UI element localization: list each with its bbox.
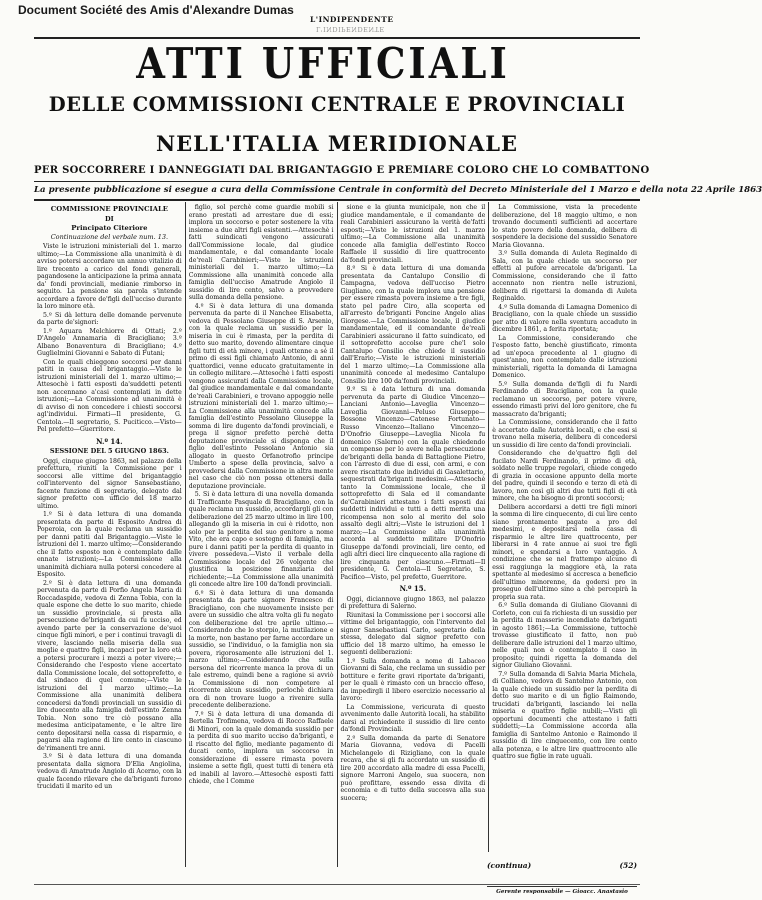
watermark-label: Document Société des Amis d'Alexandre Dumas: [18, 3, 294, 17]
paragraph: Considerando che de'quattro figli del fucilato Nardi Ferdinando, il primo di età, soldato nelle truppe regolari, chiede congedo di grazia in occasione appunto della morte del padre, quindi il secondo e terzo di età di lavoro, non così gli altri due tutti figli di età minore, che ha bisogno di pronti soccorsi;: [492, 450, 637, 502]
columns-top-rule: [34, 199, 640, 201]
continua-label: (continua): [487, 861, 532, 870]
intro-line: La presente pubblicazione si esegue a cura della Commissione Centrale in conformità del Decreto Ministeriale del 1 Marzo e della nota 22 Aprile 1863: [34, 185, 762, 195]
paragraph: 7.º Sulla domanda di Salvia Maria Michela, di Colliano, vedova di Santelmo Antonio, con la quale chiede un sussidio per la perdita di detto suo marito e di un figlio Raimondo, trucidati da'briganti, lasciando lei nella miseria e quattro figlie nubili;—Visti gli opportuni documenti che attestano i fatti suddetti;—La Commissione accorda alla famiglia di Santelmo Antonio e Raimondo il sussidio di lire cinquecento, con lire cento alla potenza, e le altre lire quattrocento alle quattro sue figlie in rate uguali.: [492, 670, 637, 760]
paragraph: 5.º Si dà lettura delle domande pervenute da parte de'signori:: [37, 311, 182, 326]
section-number: N.º 15.: [399, 584, 427, 593]
column-3: [337, 202, 489, 867]
column-heading: COMMISSIONE PROVINCIALE: [50, 205, 168, 213]
paragraph: 1.º Aquara Melchiorre di Ottati; 2.º D'Angelo Annamaria di Bracigliano; 3.º Albano Bonaventura di Bracigliano; 4.º Guglielmini Giovanni e Sabato di Futani;: [37, 327, 182, 357]
paragraph: 2.º Sulla domanda da parte di Senatore Maria Giovanna, vedova di Pacelli Michelangelo di Rizigliano, con la quale recava, che si gli fu accordato un sussidio di lire 200 accordato alla madre di essa Pacelli, signore Marroni Angelo, sua suocera, non può profittare, essendo essa divita di economia e di tutto della succesva alla sua suocera;: [340, 734, 486, 802]
paragraph: Oggi, cinque giugno 1863, nel palazzo della prefettura, riuniti la Commissione per i soccorsi alle vittime del brigantaggio coll'intervento del signor Sansebastiano, facente funzione di segretario, delegato dal signor prefetto con ufficio del 18 marzo ultimo.: [37, 457, 182, 510]
subtitle-purpose: PER SOCCORRERE I DANNEGGIATI DAL BRIGANTAGGIO E PREMIARE COLORO CHE LO COMBATTONO: [34, 165, 650, 176]
paragraph: 5. Si è data lettura di una novella domanda di Trafficante Pasquale di Bracigliano, con la quale reclama un sussidio, accordargli gli con deliberazione del 25 marzo ultimo in lire 100, allegando gli la miseria in cui è ridotto, non solo per la perdita del suo genitore a nome Vito, che era capo e sostegno di famiglia, ma pure i danni patiti per la perdita di quanto in vivere possedeva.—Visto il verbale della Commissione locale del 26 volgente che giustifica la posizione finanziaria del richiedente;—La Commissione alla unanimità gli concede altre lire 100 da'fondi provinciali.: [188, 491, 334, 588]
paragraph: Oggi, diciannove giugno 1863, nel palazzo di prefettura di Salerno.: [340, 595, 486, 610]
paragraph: 4.º Sulla domanda di Lamagna Domenico di Bracigliano, con la quale chiede un sussidio per atto di valore nella sventura accaduto in dicembre 1861, a ferita riportata;: [492, 303, 637, 333]
paragraph: 1.º Si è data lettura di una domanda presentata da parte di Esposito Andrea di Poperoia, con la quale reclama un sussidio per danni patiti dal Brigantaggio.—Viste le istruzioni del 1. marzo ultimo;—Considerando che il fatto esposto non è contemplato dalle ennate istruzioni;—La Commissione alla unanimità dichiara nulla potersi concedere al Esposito.: [37, 511, 182, 578]
column-heading-continuation: Continuazione del verbale num. 13.: [50, 232, 169, 241]
column-1: [34, 202, 185, 867]
paragraph: 6.º Sulla domanda di Giuliano Giovanni di Corleto, con cui fa richiesta di un sussidio per la perdita di masserie incendiate da'briganti in agosto 1861;—La Commissione, tuttochè trovasse giustificato il fatto, non può deliberare dalle istruzioni del 1 marzo ultimo, nelle quali non è contemplato il caso in proposito; quindi rigetta la domanda del signor Giuliano Giovanni.: [492, 602, 637, 669]
paragraph: La Commissione, considerando che l'esposto fatto, benchè giustificato, rimonta ad un'epoca precedente al 1 giugno di quest'anno, non contemplato dalle istruzioni ministeriali, rigetta la domanda di Lamagna Domenico.: [492, 334, 637, 379]
subtitle-region: NELL'ITALIA MERIDIONALE: [155, 131, 519, 156]
continua-row: [487, 861, 637, 870]
masthead-rule: [34, 181, 640, 182]
paragraph: 6.º Si è data lettura di una domanda presentata da parte signore Francesco di Bracigliano, con che nuovamente insiste per avere un sussidio che altra volta gli fu negato con deliberazione del tre aprile ultimo.—Considerando che lo storpio, la mutilazione e la morte, non bastano per farne accordare un sussidio, se l'individuo, o la famiglia non sia povera, rigorosamente alle istruzioni del 1. marzo ultimo;—Considerando che sulla persona del ricorrente manca la prova di un tale estremo, quindi bene a ragione si avviò la Commissione di non competere al ricorrente alcun sussidio, perlochè dichiara ora di non trovare luogo a rivenire sulla precedente deliberazione.: [188, 589, 334, 709]
column-2: [185, 202, 337, 867]
main-title: ATTI UFFICIALI: [136, 37, 510, 89]
article-columns: [34, 202, 640, 867]
paragraph: 5.º Sulla domanda de'figli di fu Nardi Ferdinando di Bracigliano, con la quale reclamano un soccorso, per potere vivere, essendo rimasti privi del loro genitore, che fu massacrato da'briganti;: [492, 380, 637, 418]
section-number: N.º 14.: [96, 436, 123, 446]
paragraph: Riunitasi la Commissione per i soccorsi alle vittime del brigantaggio, con l'intervento del signor Sansebastiani Carlo, segretario della stessa, delegato dal signor prefetto con ufficio del 18 marzo ultimo, ha emesso le seguenti deliberazioni:: [340, 611, 486, 656]
paragraph: 3.º Si è data lettura di una domanda presentata dalla signora D'Elia Angiolina, vedova di Amatrude Angiolo di Acerno, con la quale facendo rilevare che da'briganti furono trucidati il marito ed un: [37, 753, 182, 790]
paragraph: 3.º Sulla domanda di Auleta Reginaldo di Sala, con la quale chiede un soccorso per effetti al pufore arrecatole da'briganti. La Commissione, considerando che il fatto accennato non rientra nelle istruzioni, delibera di rigettarsi la domanda di Auleta Reginaldo.: [492, 250, 637, 302]
subtitle-commissions: DELLE COMMISSIONI CENTRALE E PROVINCIALI: [48, 93, 626, 116]
column-heading-di: DI: [105, 214, 114, 223]
paragraph: 9.º Si è data lettura di una domanda pervenuta da parte di Giudice Vincenzo—Lanciani Antonio—Laveglia Vincenzo—Laveglia Giovanni—Peluso Giuseppe—Bossone Vincenzo—Catenese Fortunato—Russo Vincenzo—Italiano Vincenzo—D'Onofrio Giuseppe—Laveglia Nicola fu domenico (Salerno) con la quale chiedendo un compenso per lo avere nella persecuzione de'briganti della banda di Battaglione Pietro, con l'arresto di due di essi, con armi, e con avere riscattato due individui di Gasalettario, sequestrati da'briganti medesimi.—Attesochè tanto la Commissione locale, che il sottoprefetto di Sala ed il comandante de'Carabinieri attestano i fatti esposti dai suddetti individui e tutti a detti merita una ricompensa non solo al merito del solo assalto degli altri;—Viste le istruzioni del 1 marzo;—La Commissione alla unanimità accorda al suddetto militare D'Onofrio Giuseppe da'fondi provinciali, lire cento, ed agli altri dieci lire cinquecento alla ragione di lire cinquanta per ciascuno.—Firmati—Il presidente, G. Centola—Il Segretario, S. Pacifico—Visto, pel prefetto, Guerritore.: [340, 386, 486, 581]
paragraph: figlio, sol perchè come guardie mobili si erano prestati ad arrestare due di essi; implora un soccorso e poter sostenere la vita insieme a due altri figli esistenti.—Attesochè i fatti suindicati vengono assicurati dall'Commissione locale, dal giudice mandamentale, e dal comandante locale de'reali Carabinieri;—Viste le istruzioni ministeriali del 1. marzo ultimo;—La Commissione alla unanimità concede alla famiglia dell'ucciso Amatrude Angiolo il sussidio di lire cento, salvo a provvedere sulla domanda della pensione.: [188, 204, 334, 301]
paper-reference: L'INDIPENDENTE: [310, 15, 394, 24]
bottom-rule: [34, 884, 640, 885]
paragraph: Viste le istruzioni ministeriali del 1. marzo ultimo;—La Commissione alla unanimità è di avviso potersi accordare un annuo vitalizio di lire trecento a carico del fondi generali, pagandosene la anticipazione la prima annata da' fondi provinciali, medianie rimborso in seguito. La pensione sia parola s'intende accordare a favore de'figli dell'ucciso durante la loro minore età.: [37, 243, 182, 310]
session-heading: SESSIONE DEL 5 GIUGNO 1863.: [49, 447, 169, 455]
column-4: [488, 202, 640, 852]
paragraph: sione e la giunta municipale, non che il giudice mandamentale, e il comandante de reali Carabinieri assicurano la verità de'fatti esposti;—Viste le istruzioni del 1. marzo ultimo;—La Commissione alla unanimità concede alla famiglia dell'estinto Rocco Raffaele il sussidio di lire quattrocento da'fondi provinciali.: [340, 204, 486, 264]
paragraph: 8.º Si è data lettura di una domanda presentata da Cantalupo Consilio di Campagna, vedova dell'ucciso Pietro Giugliano, con la quale implora una pensione per essere rimasta povera insieme a tre figli, stato pel padre Ciro, alla scoperta ed all'arresto de'briganti Poncine Angelo alias Giorgese.—La Commissione locale, il giudice mandamentale, ed il comandante de'reali Carabinieri assicurano il fatto suindicato, ed il sottoprefetto accolse pure che'l solo Cantalupo Consilio che chiede il sussidio dall'Erario;—Viste le istruzioni ministeriali del 1 marzo ultimo;—La Commissione alla unanimità concede al medesimo Cantalupo Consilio lire 100 da'fondi provinciali.: [340, 265, 486, 385]
paragraph: 2.º Si è data lettura di una domanda pervenuta da parte di Porfio Angela Maria di Roccadaspide, vedova di Zenna Tobia, con la quale espone che dette lo suo marito, chiede un sussidio provinciale, si presta alla persecuzione de'briganti da cui fu ucciso, ed avendo parte per la conservazione de'suoi cinque figli minori, e per i continui travagli di vivere, lasciando nella miseria della sua moglie e quattro figli, incapaci per la loro età a potersi procurare i mezzi a poter vivere;—Considerando che l'esposto viene accertato dalla Commissione locale, del sottoprefetto, e dal sindaco di quel comune;—Viste le istruzioni del 1 marzo ultimo;—La Commissione alla unanimità delibera concedersi da'fondi provinciali un sussidio di lire duecento alla famiglia dell'estinto Zenna Tobia. Non sono tre ciò possano alla medesima anticipatamente, e le altre lire cento depositarsi nella cassa di risparmio, e pagarsi alla ragione di lire cento in ciascuno de'rimanenti tre anni.: [37, 579, 182, 752]
paragraph: Con le quali chieggono soccorsi per danni patiti in causa del brigantaggio.—Viste le istruzioni ministeriali del 1. marzo ultimo;—Attesochè i fatti esposti da'suddetti petenti non accennano a'casi contemplati in dette istruzioni;—La Commissione ad unanimità è di avviso di non concedere i chiesti soccorsi agl'individui. Firmati—Il presidente, G. Centola.—Il segretario, S. Puciticco.—Visto—Pel prefetto—Guerritore.: [37, 358, 182, 433]
paragraph: La Commissione, vista la precedente deliberazione, del 18 maggio ultimo, e non trovando documenti sufficienti ad accertare lo stato povero della domanda, delibera di sospendere la decisione del sussidio Senatore Maria Giovanna.: [492, 204, 637, 249]
page-number: (52): [619, 861, 637, 870]
paragraph: 4.º Si è data lettura di una domanda pervenuta da parte di il Nanchee Elisabetta, vedova di Pessolano Giuseppe di S. Arsenio, con la quale reclama un sussidio per la miseria in cui è rimasta, per la perdita di detto suo marito, dovendo alimentare cinque figli tutti di età minore, i quali ottenne a sé il primo di essi figli chiamato Antonio, di anni quattordici, venne educato gratuitamente in un collegio militare.—Attesochè i fatti esposti vengono assicurati dalla Commissione locale, dal giudice mandamentale e dal comandante de'reali Carabinieri, e trovano appoggio nelle istruzioni ministeriali del 1. marzo ultimo;—La Commissione alla unanimità concede alla famiglia dell'estinto Pessolano Giuseppe la somma di lire dugento da'fondi provinciali, e prega il signor prefetto perchè detta deputazione provinciale si disponga che il figlio dell'estinto Pessolano Antonio sia allogato in questo Orfanotrofio principe Umberto a spese della provincia, salvo a provvedersi dalla Commissione in altra mente nel caso che ciò non possa ottenersi dalla deputazione provinciale.: [188, 302, 334, 490]
column-heading-province: Principato Citeriore: [71, 224, 148, 232]
gerente-line: Gerente responsabile — Gioacc. Anastasio: [487, 886, 637, 896]
column-4-footer: [487, 857, 637, 870]
paper-reference-bleed: L'INDIPENDENTE: [316, 25, 385, 33]
paragraph: 1.º Sulla domanda a nome di Labaceo Giovanni di Sala, che reclama un sussidio per bottiture e ferite gravi riportate da'briganti, per le quali è rimasto con un braccio offeso, da impedirgli il libero esercizio necessario al lavoro:: [340, 657, 486, 702]
paragraph: La Commissione, vericurata di questo avvenimento dalle Autorità locali, ha stabilito darsi al richiedente il sussidio di lire cento da'fondi Provinciali.: [340, 703, 486, 733]
paragraph: La Commissione, considerando che il fatto è accertato dalle Autorità locali, e che essi si trovano nella miseria, delibera di concedersi un sussidio di lire cento da'fondi provinciali.: [492, 419, 637, 449]
paragraph: Delibera accordarsi a detti tre figli minori la somma di lire cinquecento, di cui lire cento siano prontamente pagate a pro del medesimi, e depositarsi nella cassa di risparmio le altre lire quattrocento, per liberarsi in 4 rate annue ai suoi tre figli minori, e spendarsi a loro vantaggio. A condizione che se nel frattempo alcuno di essi raggiunga la maggiore età, la rata spettante al medesimo si accresca a beneficio dell'ultimo minorenne, da godersi pro in proseguo dell'ultimo sino a chè percepirà la propria sua rata.: [492, 503, 637, 601]
paragraph: 7.º Si è data lettura di una domanda di Bertella Trofimena, vedova di Rocco Raffaele di Minori, con la quale domanda sussidio per la perdita di suo marito ucciso da'briganti, e il riscatto del figlio, mediante pagamento di ducati cento, implora un soccorso in considerazione di essere rimasta povera insieme a sette figli, quest tutti di tenera età ed inabili al lavoro.—Attesochè esposti fatti chiede, che l Comme: [188, 710, 334, 785]
imprint: [487, 886, 637, 896]
